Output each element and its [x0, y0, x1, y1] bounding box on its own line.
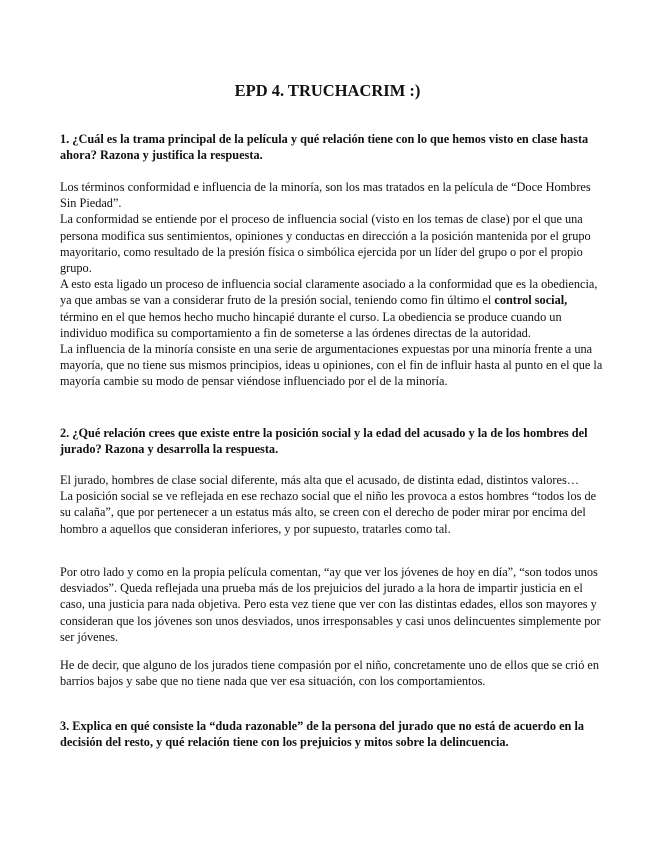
answer-1 [60, 179, 608, 390]
answer-1-paragraph-3-text-b: término en el que hemos hecho mucho hincapié durante el curso. La obediencia se produce cuando un individuo modifica su comportamiento a fin de someterse a las órdenes directas de la autoridad. [60, 309, 562, 340]
control-social-term: control social, [494, 293, 568, 308]
answer-1-paragraph-4: La influencia de la minoría consiste en una serie de argumentaciones expuestas por una minoría frente a una mayoría, que no tiene sus mismos principios, ideas u opiniones, con el fin de influir hasta al punto en el que la mayoría cambie su modo de pensar viéndose influenciado por el de la minoría. [60, 342, 603, 389]
answer-2 [60, 472, 608, 537]
answer-2-paragraph-4: He de decir, que alguno de los jurados tiene compasión por el niño, concretamente uno de ellos que se crió en barrios bajos y sabe que no tiene nada que ver esa situación, con los comportamientos. [60, 658, 600, 689]
answer-1-paragraph-2: La conformidad se entiende por el proceso de influencia social (visto en los temas de clase) por el que una persona modifica sus sentimientos, opiniones y conductas en dirección a la posición mantenida por el grupo mayoritario, como resultado de la presión física o simbólica ejercida por un líder del grupo o por el propio grupo. [60, 212, 591, 276]
question-3: 3. Explica en qué consiste la “duda razonable” de la persona del jurado que no está de acuerdo en la decisión del resto, y qué relación tiene con los prejuicios y mitos sobre la delincuencia. [60, 719, 585, 750]
answer-1-paragraph-1: Los términos conformidad e influencia de la minoría, son los mas tratados en la película de “Doce Hombres Sin Piedad”. [60, 180, 591, 211]
answer-2-paragraph-1: El jurado, hombres de clase social diferente, más alta que el acusado, de distinta edad, distintos valores… [60, 473, 580, 487]
question-1: 1. ¿Cuál es la trama principal de la película y qué relación tiene con lo que hemos visto en clase hasta ahora? Razona y justifica la respuesta. [60, 132, 589, 163]
answer-2-paragraph-2: La posición social se ve reflejada en ese rechazo social que el niño les provoca a estos hombres “todos los de su calaña”, que por pertenecer a un estatus más alto, se creen con el derecho de poder mirar por encima del hombro a aquellos que consideran inferiores, y por supuesto, tratarles como tal. [60, 489, 597, 536]
answer-2-paragraph-3: Por otro lado y como en la propia película comentan, “ay que ver los jóvenes de hoy en día”, “son todos unos desviados”. Queda reflejada una prueba más de los prejuicios del jurado a la hora de impartir justicia en el caso, una justicia para nada objetiva. Pero esta vez tiene que ver con las distintas edades, ellos son mayores y consideran que los jóvenes son unos desviados, unos irresponsables y casi unos delincuentes simplemente por ser jóvenes. [60, 565, 601, 644]
document-title: EPD 4. TRUCHACRIM :) [234, 81, 421, 100]
question-2: 2. ¿Qué relación crees que existe entre la posición social y la edad del acusado y la de los hombres del jurado? Razona y desarrolla la respuesta. [60, 426, 588, 457]
answer-1-paragraph-3-text-a: A esto esta ligado un proceso de influencia social claramente asociado a la conformidad que es la obediencia, ya que ambas se van a considerar fruto de la presión social, teniendo como fin último el [60, 277, 598, 308]
answer-1-paragraph-3 [60, 276, 608, 341]
